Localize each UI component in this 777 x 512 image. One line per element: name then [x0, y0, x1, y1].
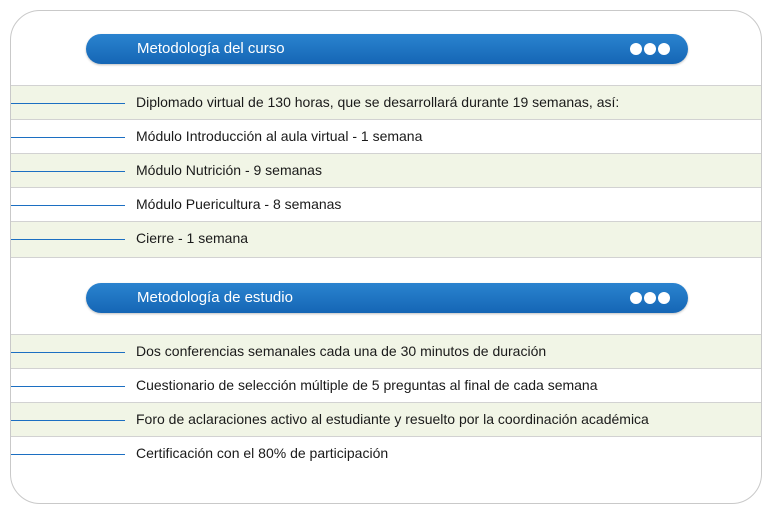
list-item-text: Foro de aclaraciones activo al estudiante y resuelto por la coordinación académica — [136, 411, 649, 427]
more-dots-icon — [630, 292, 670, 304]
list-item — [11, 334, 761, 368]
bullet-line — [11, 205, 125, 206]
bullet-line — [11, 171, 125, 172]
list-item — [11, 119, 761, 153]
list-item — [11, 368, 761, 402]
bullet-line — [11, 352, 125, 353]
bullet-line — [11, 420, 125, 421]
list-item-text: Certificación con el 80% de participación — [136, 445, 389, 461]
list-item-text: Módulo Introducción al aula virtual - 1 semana — [136, 128, 423, 144]
list-item-text: Dos conferencias semanales cada una de 30 minutos de duración — [136, 343, 547, 359]
list-item-text: Cierre - 1 semana — [136, 230, 249, 246]
list-item-text: Módulo Nutrición - 9 semanas — [136, 162, 322, 178]
bullet-line — [11, 137, 125, 138]
list-item-text: Diplomado virtual de 130 horas, que se desarrollará durante 19 semanas, así: — [136, 94, 620, 110]
section-title: Metodología de estudio — [137, 289, 293, 306]
section-header-metodologia-estudio — [86, 283, 688, 313]
list-item-text: Módulo Puericultura - 8 semanas — [136, 196, 342, 212]
list-item — [11, 153, 761, 187]
section-title: Metodología del curso — [137, 40, 285, 57]
list-item-text: Cuestionario de selección múltiple de 5 preguntas al final de cada semana — [136, 377, 598, 393]
more-dots-icon — [630, 43, 670, 55]
list-item — [11, 402, 761, 436]
list-item — [11, 436, 761, 470]
bullet-line — [11, 454, 125, 455]
bullet-line — [11, 386, 125, 387]
list-item — [11, 187, 761, 221]
list-item — [11, 85, 761, 119]
bullet-line — [11, 239, 125, 240]
list-item — [11, 221, 761, 258]
section-header-metodologia-curso — [86, 34, 688, 64]
bullet-line — [11, 103, 125, 104]
